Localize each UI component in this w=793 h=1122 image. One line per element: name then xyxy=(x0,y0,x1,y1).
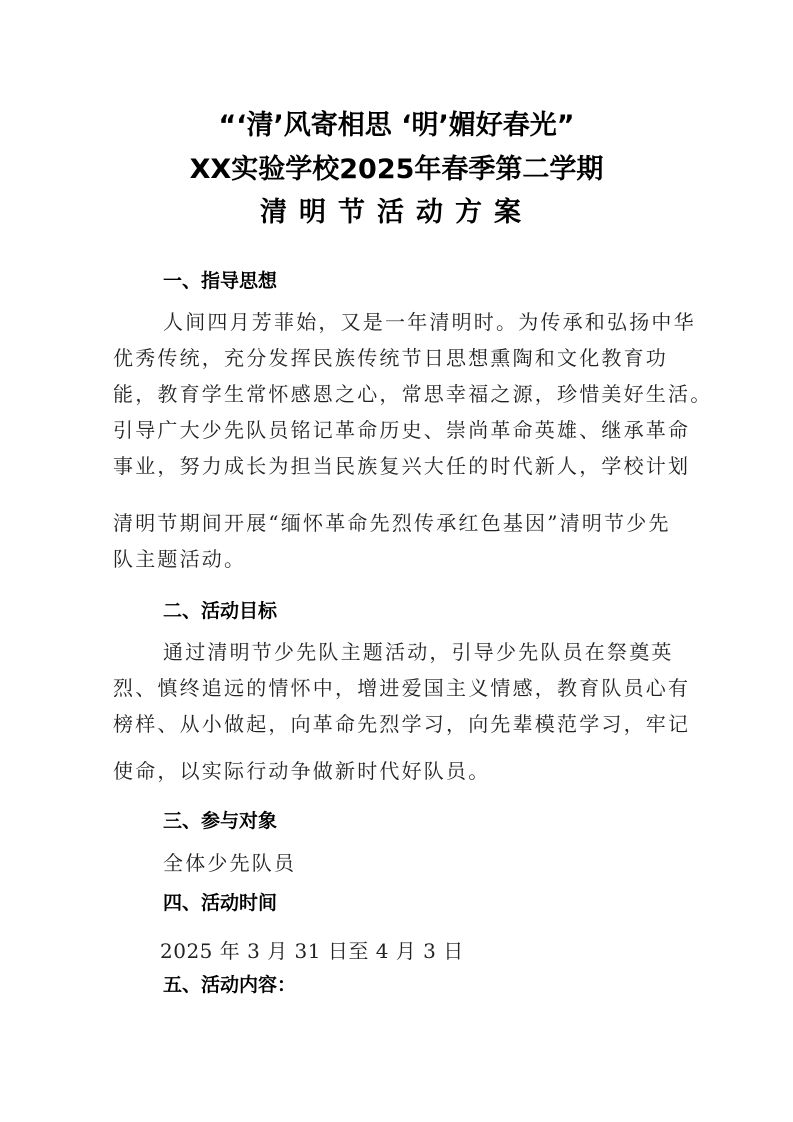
paragraph-line: 优秀传统，充分发挥民族传统节日思想熏陶和文化教育功 xyxy=(113,346,668,370)
title-slogan: “‘清’风寄相思 ‘明’媚好春光” xyxy=(218,110,575,141)
paragraph-line: 人间四月芳菲始，又是一年清明时。为传承和弘扬中华 xyxy=(163,310,696,334)
paragraph-line: 全体少先队员 xyxy=(163,851,297,875)
paragraph-line: 使命，以实际行动争做新时代好队员。 xyxy=(113,759,491,783)
paragraph-line: 队主题活动。 xyxy=(113,547,247,571)
title-school: XX实验学校2025年春季第二学期 xyxy=(189,154,604,185)
activity-date-range: 2025 年 3 月 31 日至 4 月 3 日 xyxy=(160,939,464,963)
section-heading-activity-content: 五、活动内容： xyxy=(163,974,297,996)
section-heading-activity-goals: 二、活动目标 xyxy=(163,600,278,622)
section-heading-guiding-ideology: 一、指导思想 xyxy=(163,270,278,292)
paragraph-line: 烈、慎终追远的情怀中，增进爱国主义情感，教育队员心有 xyxy=(113,676,691,700)
paragraph-line: 引导广大少先队员铭记革命历史、崇尚革命英雄、继承革命 xyxy=(113,418,691,442)
paragraph-line: 通过清明节少先队主题活动，引导少先队员在祭奠英 xyxy=(163,640,674,664)
paragraph-line: 榜样、从小做起，向革命先烈学习，向先辈模范学习，牢记 xyxy=(113,712,691,736)
paragraph-line: 事业，努力成长为担当民族复兴大任的时代新人，学校计划 xyxy=(113,454,691,478)
section-heading-participants: 三、参与对象 xyxy=(163,810,278,832)
paragraph-line: 能，教育学生常怀感恩之心，常思幸福之源，珍惜美好生活。 xyxy=(113,382,713,406)
title-plan: 清明节活动方案 xyxy=(260,197,533,228)
paragraph-line: 清明节期间开展“缅怀革命先烈传承红色基因”清明节少先 xyxy=(113,511,671,535)
section-heading-activity-time: 四、活动时间 xyxy=(163,892,278,914)
